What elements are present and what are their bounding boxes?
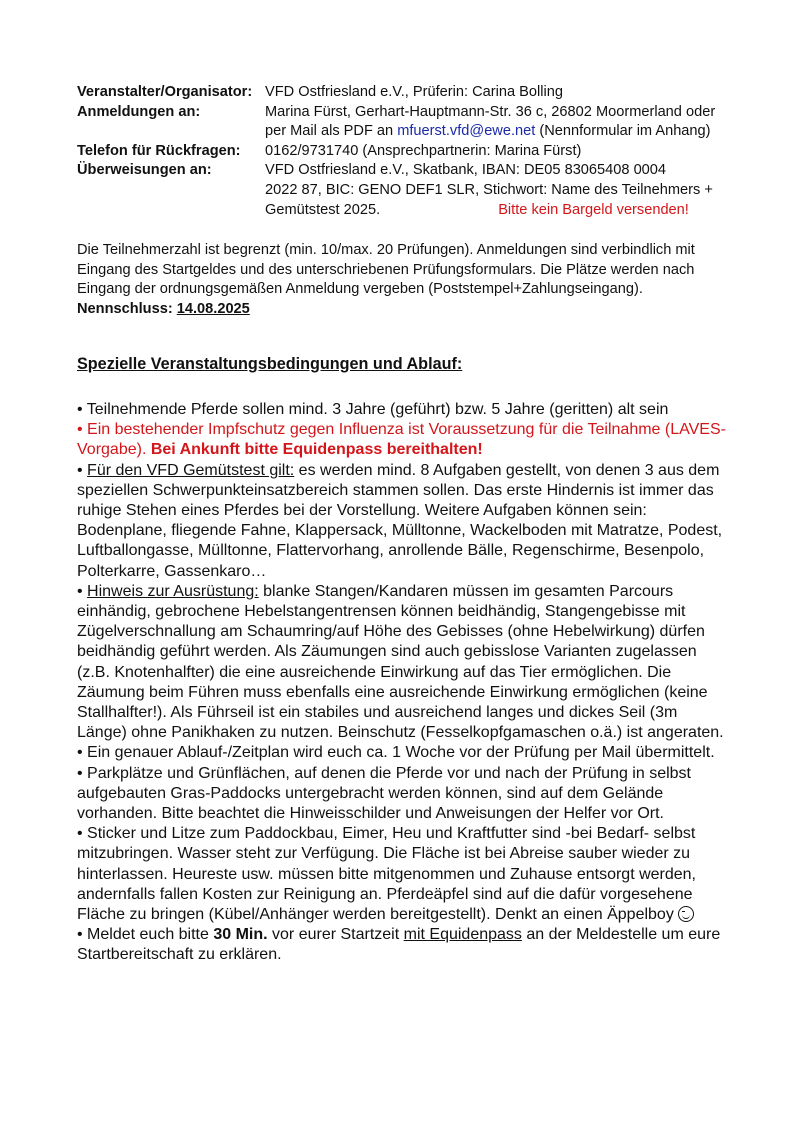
checkin-pre: • Meldet euch bitte [77,926,214,944]
paddock-text: • Sticker und Litze zum Paddockbau, Eimer, Heu und Kraftfutter sind -bei Bedarf- selbst mitzubringen. Wasser steht zur Verfügung. Die Fläche ist bei Abreise sauber wieder zu hinterlassen. Heureste usw. müssen bitte mitgenommen und Zuhause entsorgt werden, andernfalls fallen Kosten zur Reinigung an. Pferdeäpfel sind auf die dafür vorgesehene Fläche zu bringen (Kübel/Anhänger werden bereitgestellt). Denkt an einen Äppelboy [77,825,696,924]
list-item [77,400,727,420]
transfer-value [265,161,727,220]
bullet-age-text: • Teilnehmende Pferde sollen mind. 3 Jahre (geführt) bzw. 5 Jahre (geritten) alt sein [77,401,669,418]
intro-paragraph [77,241,727,319]
deadline-date: 14.08.2025 [176,300,250,317]
bullet-marker: • [77,461,88,479]
schedule-text: • Ein genauer Ablauf-/Zeitplan wird euch ca. 1 Woche vor der Prüfung per Mail übermittelt. [77,744,715,762]
list-item [77,925,727,965]
bullet-marker: • [77,582,88,600]
checkin-time: 30 Min. [213,926,268,944]
registration-value [265,103,727,142]
phone-row [77,142,727,162]
deadline-label: Nennschluss: [77,300,177,317]
list-item [77,582,727,744]
checkin-mid: vor eurer Startzeit [267,926,404,944]
equipment-text: blanke Stangen/Kandaren müssen im gesamten Parcours einhändig, gebrochene Hebelstangentrensen können beidhändig, Stangengebisse mit Zügelverschnallung am Schaumring/auf Höhe des Gebisses (ohne Hebelwirkung) dürfen beidhändig geführt werden. Als Zäumungen sind auch gebisslose Varianten zugelassen (z.B. Knotenhalfter) die eine ausreichende Einwirkung auf das Tier ermöglichen. Die Zäumung beim Führen muss ebenfalls eine ausreichende Einwirkung ermöglichen (keine Stallhalfter!). Als Führseil ist ein stabiles und ausreichend langes und dickes Seil (3m Länge) ohne Panikhaken zu nutzen. Beinschutz (Fesselkopfgamaschen o.ä.) ist angeraten. [77,582,724,742]
list-item [77,420,727,460]
list-item [77,824,727,925]
list-item [77,743,727,763]
registration-address: Marina Fürst, Gerhart-Hauptmann-Str. 36 c, 26802 Moormerland oder [265,103,716,120]
phone-label: Telefon für Rückfragen: [77,142,241,159]
registration-email-link[interactable]: mfuerst.vfd@ewe.net [397,123,536,140]
gemuetstest-text: es werden mind. 8 Aufgaben gestellt, von denen 3 aus dem speziellen Schwerpunkteinsatzbereich stammen sollen. Das erste Hindernis ist immer das ruhige Stehen eines Pferdes bei der Vorstellung. Weitere Aufgaben können sein: Bodenplane, fliegende Fahne, Klappersack, Mülltonne, Wackelboden mit Matratze, Podest, Luftballongasse, Mülltonne, Flattervorhang, anrollende Bälle, Regenschirme, Besenpolo, Polterkarre, Gassenkaro… [77,461,723,580]
list-item [77,461,727,582]
contact-info-block [77,83,727,220]
registration-label: Anmeldungen an: [77,103,201,120]
conditions-list [77,400,727,966]
registration-row [77,103,727,142]
transfer-row [77,161,727,220]
list-item [77,764,727,825]
winking-face-icon [678,906,694,922]
transfer-warning: Bitte kein Bargeld versenden! [498,201,689,218]
equipment-label: Hinweis zur Ausrüstung: [87,582,259,600]
phone-value: 0162/9731740 (Ansprechpartnerin: Marina Fürst) [265,142,582,159]
transfer-line-3: Gemütstest 2025. [265,201,381,218]
registration-mail-pre: per Mail als PDF an [265,123,398,140]
transfer-line-2: 2022 87, BIC: GENO DEF1 SLR, Stichwort: Name des Teilnehmers + [265,181,713,198]
transfer-label: Überweisungen an: [77,162,212,179]
checkin-post: an der Meldestelle um eure Startbereitschaft zu erklären. [77,926,721,964]
vaccination-text: • Ein bestehender Impfschutz gegen Influenza ist Voraussetzung für die Teilnahme (LAVES-Vorgabe). [77,421,726,459]
organizer-label: Veranstalter/Organisator: [77,84,253,100]
registration-mail-post: (Nennformular im Anhang) [535,123,711,140]
transfer-line-1: VFD Ostfriesland e.V., Skatbank, IBAN: DE05 83065408 0004 [265,162,667,179]
equidenpass-note: Bei Ankunft bitte Equidenpass bereithalten! [150,441,483,459]
organizer-value: VFD Ostfriesland e.V., Prüferin: Carina Bolling [265,84,563,100]
organizer-row [77,83,727,103]
parking-text: • Parkplätze und Grünflächen, auf denen die Pferde vor und nach der Prüfung in selbst aufgebauten Gras-Paddocks untergebracht werden können, sind auf dem Gelände vorhanden. Bitte beachtet die Hinweisschilder und Anweisungen der Helfer vor Ort. [77,764,691,823]
intro-text: Die Teilnehmerzahl ist begrenzt (min. 10/max. 20 Prüfungen). Anmeldungen sind verbindlich mit Eingang des Startgeldes und des unterschriebenen Prüfungsformulars. Die Plätze werden nach Eingang der ordnungsgemäßen Anmeldung vergeben (Poststempel+Zahlungseingang). [77,242,695,298]
section-heading: Spezielle Veranstaltungsbedingungen und Ablauf: [77,355,463,373]
checkin-equidenpass: mit Equidenpass [403,926,522,944]
gemuetstest-label: Für den VFD Gemütstest gilt: [87,461,295,479]
